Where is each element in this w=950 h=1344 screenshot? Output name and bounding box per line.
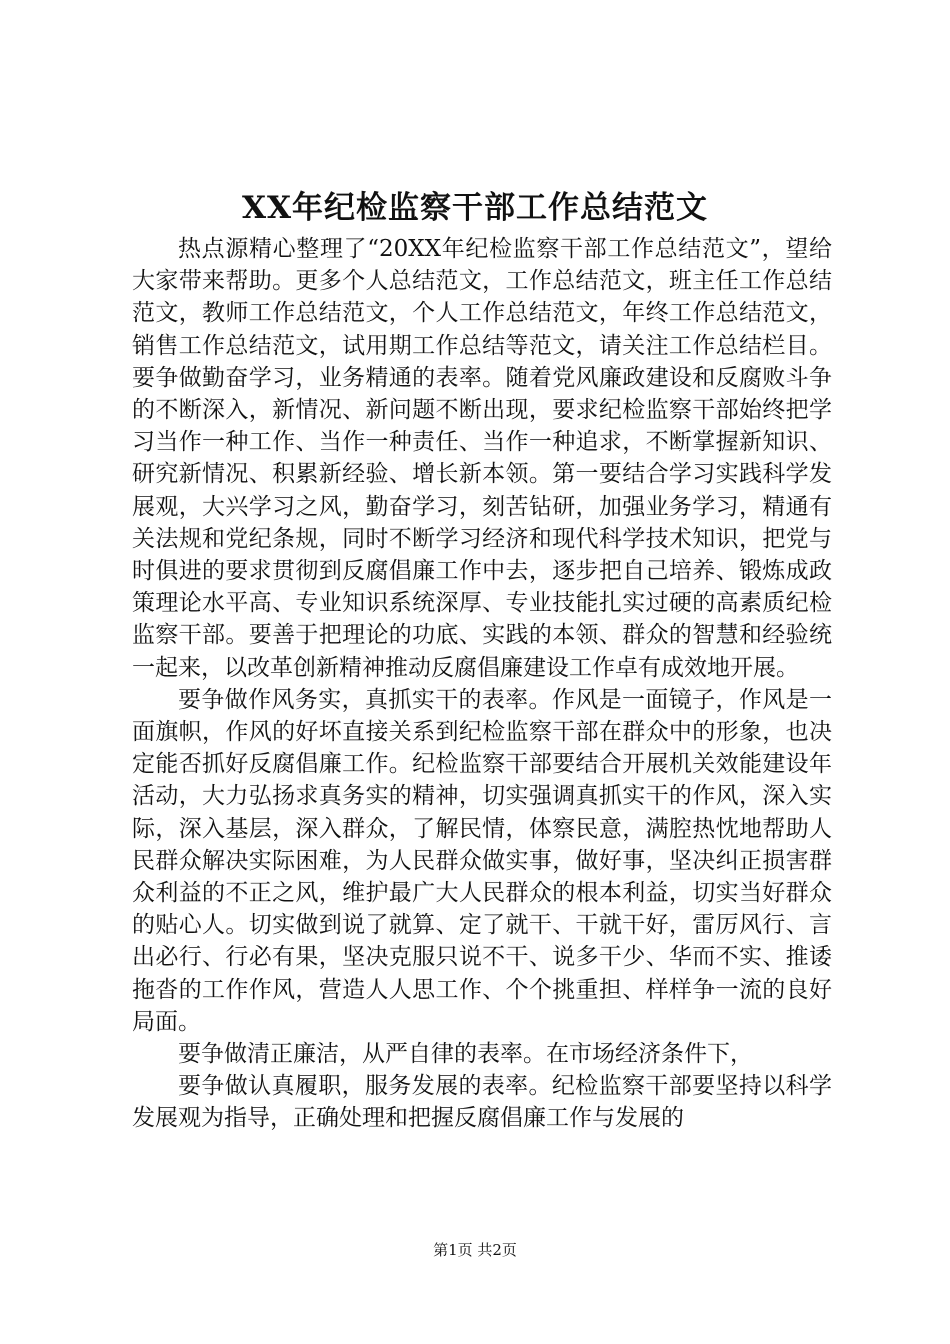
paragraph-4: 要争做认真履职，服务发展的表率。纪检监察干部要坚持以科学发展观为指导，正确处理和把握反腐倡廉工作与发展的 bbox=[132, 1073, 832, 1132]
paragraph-3: 要争做清正廉洁，从严自律的表率。在市场经济条件下， bbox=[178, 1041, 753, 1068]
paragraph-1: 热点源精心整理了“20XX年纪检监察干部工作总结范文”，望给大家带来帮助。更多个人总结范文，工作总结范文，班主任工作总结范文，教师工作总结范文，个人工作总结范文，年终工作总结范文，销售工作总结范文，试用期工作总结等范文，请关注工作总结栏目。要争做勤奋学习，业务精通的表率。随着党风廉政建设和反腐败斗争的不断深入，新情况、新问题不断出现，要求纪检监察干部始终把学习当作一种工作、当作一种责任、当作一种追求，不断掌握新知识、研究新情况、积累新经验、增长新本领。第一要结合学习实践科学发展观，大兴学习之风，勤奋学习，刻苦钻研，加强业务学习，精通有关法规和党纪条规，同时不断学习经济和现代科学技术知识，把党与时俱进的要求贯彻到反腐倡廉工作中去，逐步把自己培养、锻炼成政策理论水平高、专业知识系统深厚、专业技能扎实过硬的高素质纪检监察干部。要善于把理论的功底、实践的本领、群众的智慧和经验统一起来，以改革创新精神推动反腐倡廉建设工作卓有成效地开展。 bbox=[132, 236, 832, 681]
paragraph-2: 要争做作风务实，真抓实干的表率。作风是一面镜子，作风是一面旗帜，作风的好坏直接关系到纪检监察干部在群众中的形象，也决定能否抓好反腐倡廉工作。纪检监察干部要结合开展机关效能建设年活动，大力弘扬求真务实的精神，切实强调真抓实干的作风，深入实际，深入基层，深入群众，了解民情，体察民意，满腔热忱地帮助人民群众解决实际困难，为人民群众做实事，做好事，坚决纠正损害群众利益的不正之风，维护最广大人民群众的根本利益，切实当好群众的贴心人。切实做到说了就算、定了就干、干就干好，雷厉风行、言出必行、行必有果，坚决克服只说不干、说多干少、华而不实、推诿拖沓的工作作风，营造人人思工作、个个挑重担、样样争一流的良好局面。 bbox=[132, 686, 832, 1035]
document-body bbox=[132, 233, 832, 1135]
document-title: XX年纪检监察干部工作总结范文 bbox=[241, 190, 709, 226]
page-number-footer: 第1页 共2页 bbox=[433, 1241, 517, 1259]
